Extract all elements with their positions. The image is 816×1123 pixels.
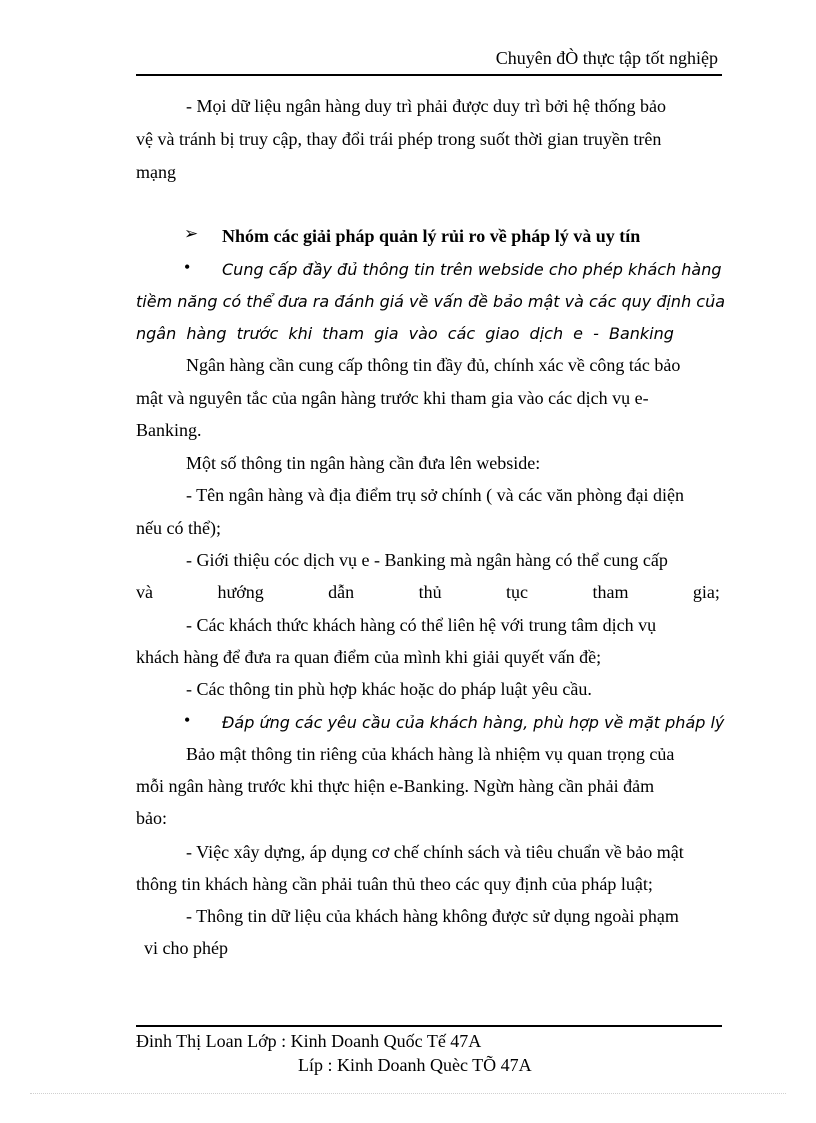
footer-author-class: Đinh Thị Loan Lớp : Kinh Doanh Quốc Tế 47A [136, 1031, 482, 1051]
bullet-icon: • [184, 257, 191, 277]
item2-word: thủ [418, 582, 442, 602]
item6-line1: - Thông tin dữ liệu của khách hàng không được sử dụng ngoài phạm [186, 906, 679, 926]
arrow-marker-icon: ➢ [184, 224, 199, 243]
item2-line1: - Giới thiệu cóc dịch vụ e - Banking mà ngân hàng có thể cung cấp [186, 550, 668, 570]
item3-line1: - Các khách thức khách hàng có thể liên hệ với trung tâm dịch vụ [186, 615, 657, 635]
item2-word: dẫn [328, 582, 355, 602]
item5-line2: thông tin khách hàng cần phải tuân thủ theo các quy định của pháp luật; [136, 874, 653, 894]
para4-line1: Bảo mật thông tin riêng của khách hàng là nhiệm vụ quan trọng của [186, 744, 675, 764]
item2-word: tục [506, 582, 529, 602]
bullet1-line2: tiềm năng có thể đưa ra đánh giá về vấn đề bảo mật và các quy định của [136, 292, 726, 311]
item2-word: và [136, 582, 153, 602]
item2-line2 [136, 580, 720, 604]
para4-line2: mỗi ngân hàng trước khi thực hiện e-Banking. Ngừn hàng cần phải đảm [136, 776, 655, 796]
item3-line2: khách hàng để đưa ra quan điểm của mình khi giải quyết vấn đề; [136, 647, 602, 667]
item2-word: gia; [692, 582, 720, 602]
section-heading: Nhóm các giải pháp quản lý rủi ro về pháp lý và uy tín [222, 226, 641, 246]
para1-line2: vệ và tránh bị truy cập, thay đổi trái phép trong suốt thời gian truyền trên [136, 129, 662, 149]
para2-line3: Banking. [136, 420, 202, 440]
para4-line3: bảo: [136, 808, 167, 828]
header-rule [136, 74, 722, 76]
item5-line1: - Việc xây dựng, áp dụng cơ chế chính sách và tiêu chuẩn về bảo mật [186, 842, 684, 862]
para2-line1: Ngân hàng cần cung cấp thông tin đầy đủ, chính xác về công tác bảo [186, 355, 681, 375]
page-bottom-dotted-line [30, 1093, 786, 1094]
item2-word: tham [592, 582, 629, 602]
bullet2-line1: Đáp ứng các yêu cầu của khách hàng, phù hợp về mặt pháp lý [222, 713, 725, 732]
para1-line1: - Mọi dữ liệu ngân hàng duy trì phải được duy trì bởi hệ thống bảo [186, 96, 666, 116]
item2-word: hướng [217, 582, 264, 602]
footer-rule [136, 1025, 722, 1027]
para3-line1: Một số thông tin ngân hàng cần đưa lên webside: [186, 453, 541, 473]
para1-line3: mạng [136, 162, 176, 182]
bullet1-line1: Cung cấp đầy đủ thông tin trên webside cho phép khách hàng [222, 260, 722, 279]
item6-line2: vi cho phép [144, 938, 228, 958]
item1-line1: - Tên ngân hàng và địa điểm trụ sở chính ( và các văn phòng đại diện [186, 485, 685, 505]
bullet-icon: • [184, 710, 191, 730]
bullet1-line3: ngân hàng trước khi tham gia vào các giao dịch e - Banking [136, 324, 674, 343]
item4-line1: - Các thông tin phù hợp khác hoặc do pháp luật yêu cầu. [186, 679, 592, 699]
footer-class-line: Líp : Kinh Doanh Quèc TÕ 47A [298, 1055, 532, 1075]
document-header-title: Chuyên đÒ thực tập tốt nghiệp [495, 48, 718, 68]
item1-line2: nếu có thể); [136, 518, 221, 538]
para2-line2: mật và nguyên tắc của ngân hàng trước khi tham gia vào các dịch vụ e- [136, 388, 649, 408]
